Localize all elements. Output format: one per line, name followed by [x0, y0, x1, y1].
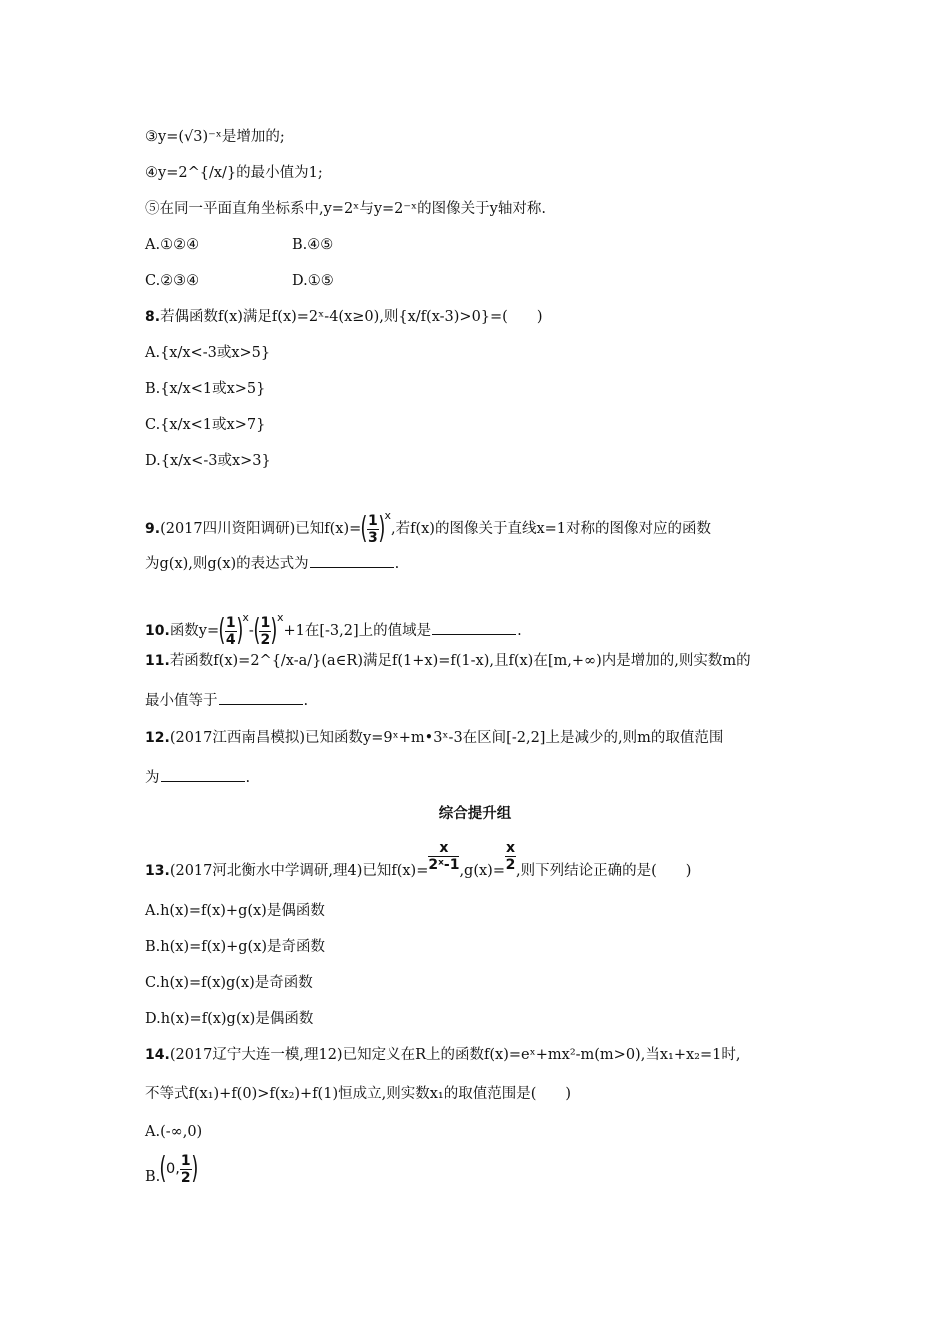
q8-option-c: C.{x/x<1或x>7}	[145, 417, 266, 433]
q7-option-b: B.④⑤	[292, 237, 334, 253]
question-number: 14.	[145, 1047, 170, 1063]
question-11-line2: 最小值等于 .	[145, 690, 308, 711]
fraction: $\frac{x}{2}$	[505, 840, 516, 873]
question-14: 14.(2017辽宁大连一模,理12)已知定义在R上的函数f(x)=eˣ+mx²-m(m>0),当x₁+x₂=1时,	[145, 1047, 741, 1063]
statement-4: ④y=2^{/x/}的最小值为1;	[145, 165, 323, 181]
q14-option-a: A.(-∞,0)	[145, 1124, 203, 1140]
question-number: 10.	[145, 623, 170, 639]
q8-option-b: B.{x/x<1或x>5}	[145, 381, 266, 397]
q7-option-d: D.①⑤	[292, 273, 334, 289]
question-number: 9.	[145, 521, 161, 537]
answer-blank[interactable]	[219, 690, 303, 705]
q7-option-c: C.②③④	[145, 273, 200, 289]
question-9: 9.(2017四川资阳调研)已知f(x)=( $\frac{1}{3}$ )$^x$,若f(x)的图像关于直线x=1对称的图像对应的函数	[145, 509, 712, 546]
q7-option-a: A.①②④	[145, 237, 200, 253]
fraction: $\frac{x}{\text{2ˣ-1}}$	[428, 840, 460, 873]
q13-option-b: B.h(x)=f(x)+g(x)是奇函数	[145, 939, 326, 955]
fraction: $\frac{1}{2}$	[260, 614, 271, 648]
statement-5: ⑤在同一平面直角坐标系中,y=2ˣ与y=2⁻ˣ的图像关于y轴对称.	[145, 201, 546, 217]
section-title: 综合提升组	[438, 806, 512, 822]
question-number: 12.	[145, 730, 170, 746]
q13-option-c: C.h(x)=f(x)g(x)是奇函数	[145, 975, 313, 991]
question-number: 8.	[145, 309, 161, 325]
q13-option-a: A.h(x)=f(x)+g(x)是偶函数	[145, 903, 325, 919]
question-number: 11.	[145, 653, 170, 669]
q14-option-b: B.(0, $\frac{1}{2}$ )	[145, 1151, 198, 1186]
fraction: $\frac{1}{3}$	[368, 512, 378, 546]
fraction: $\frac{1}{2}$	[180, 1152, 191, 1186]
q13-option-d: D.h(x)=f(x)g(x)是偶函数	[145, 1011, 314, 1027]
question-11: 11.若函数f(x)=2^{/x-a/}(a∈R)满足f(1+x)=f(1-x),且f(x)在[m,+∞)内是增加的,则实数m的	[145, 653, 751, 669]
question-text: (2017四川资阳调研)已知f(x)=	[160, 521, 362, 537]
question-10: 10.函数y=( $\frac{1}{4}$ )$^x$-( $\frac{1}{2}$ )$^x$+1在[-3,2]上的值域是 .	[145, 611, 522, 648]
fraction: $\frac{1}{4}$	[225, 614, 236, 648]
answer-blank[interactable]	[161, 767, 245, 782]
question-14-line2: 不等式f(x₁)+f(0)>f(x₂)+f(1)恒成立,则实数x₁的取值范围是( )	[145, 1086, 572, 1102]
question-13: 13.(2017河北衡水中学调研,理4)已知f(x)= $\frac{x}{\text{2ˣ-1}}$ ,g(x)= $\frac{x}{2}$ ,则下列结论正确的是( )	[145, 840, 692, 879]
question-9-line2: 为g(x),则g(x)的表达式为 .	[145, 553, 399, 574]
q8-option-a: A.{x/x<-3或x>5}	[145, 345, 271, 361]
answer-blank[interactable]	[310, 553, 394, 568]
q8-option-d: D.{x/x<-3或x>3}	[145, 453, 271, 469]
question-text: 若偶函数f(x)满足f(x)=2ˣ-4(x≥0),则{x/f(x-3)>0}=( )	[160, 309, 543, 325]
answer-blank[interactable]	[432, 620, 516, 635]
question-12: 12.(2017江西南昌模拟)已知函数y=9ˣ+m•3ˣ-3在区间[-2,2]上是减少的,则m的取值范围	[145, 730, 724, 746]
question-8	[145, 307, 542, 327]
question-12-line2: 为 .	[145, 767, 250, 788]
question-text: ,若f(x)的图像关于直线x=1对称的图像对应的函数	[391, 521, 712, 537]
question-number: 13.	[145, 863, 170, 879]
statement-3: ③y=(√3)⁻ˣ是增加的;	[145, 129, 285, 145]
